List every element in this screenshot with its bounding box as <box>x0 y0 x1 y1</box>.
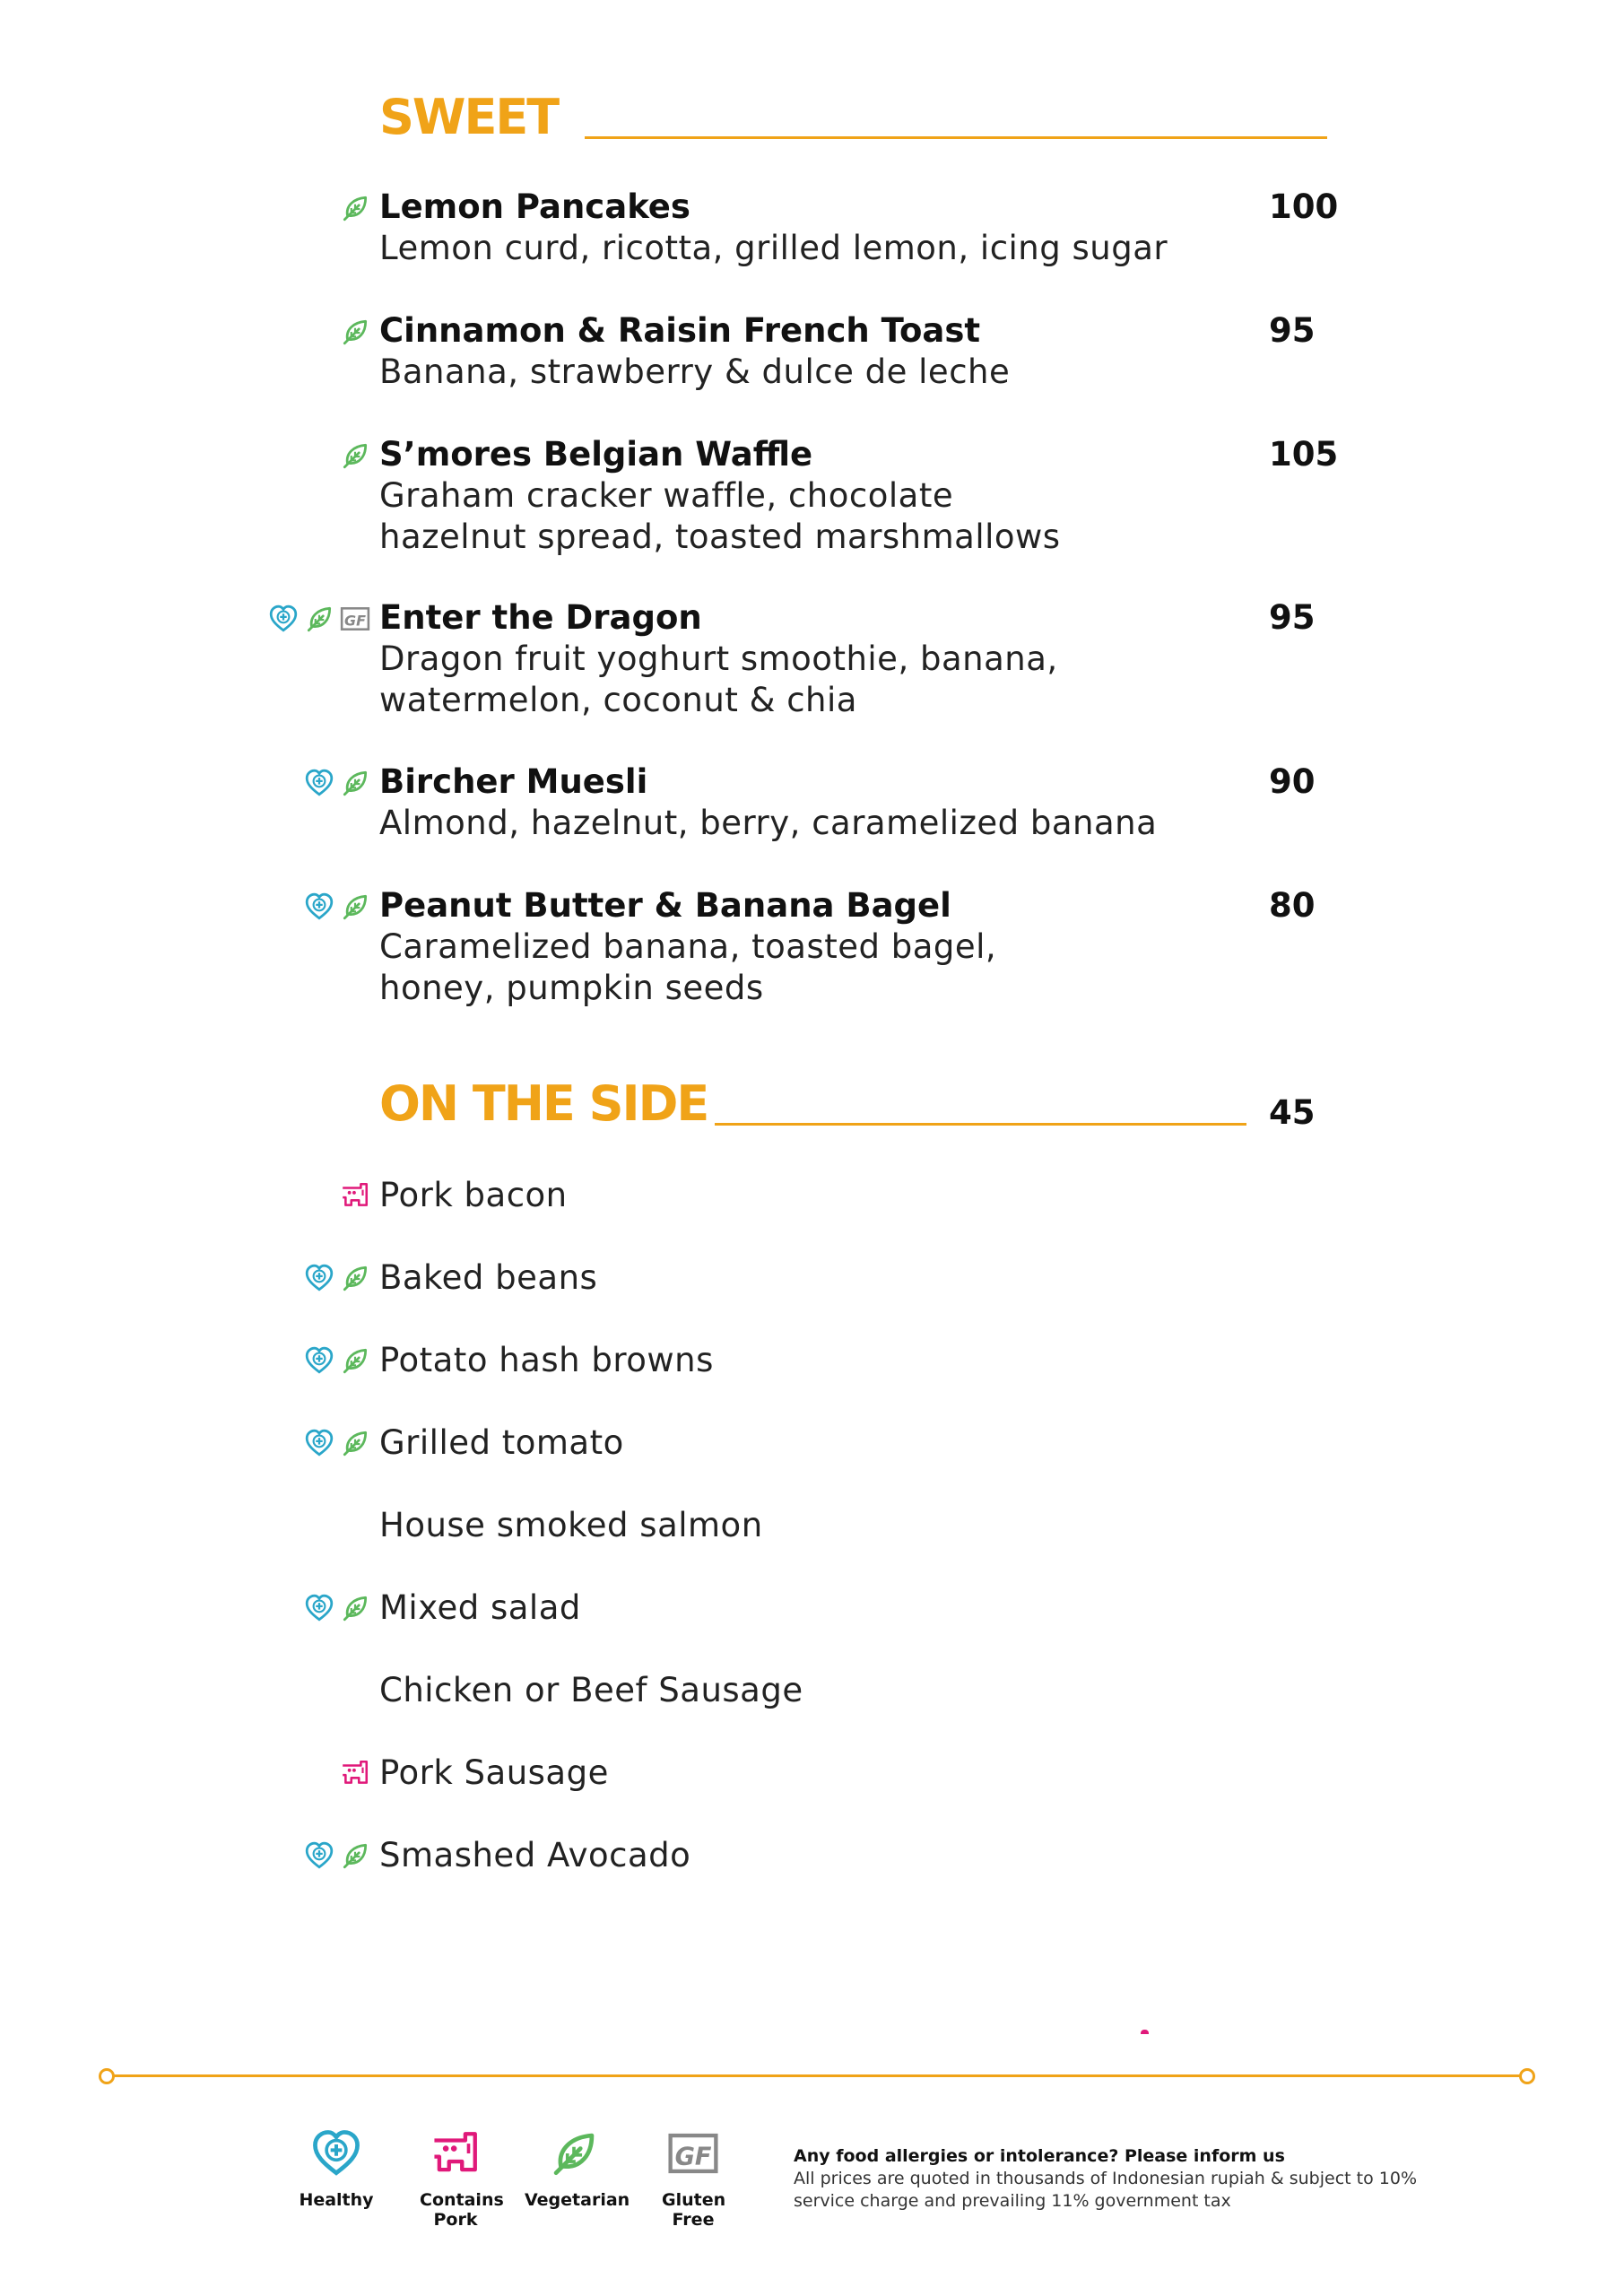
item-name: Enter the Dragon <box>379 598 702 637</box>
item-icons <box>269 768 370 798</box>
item-price: 100 <box>1269 187 1339 226</box>
healthy-icon <box>304 1263 334 1293</box>
healthy-icon <box>268 604 299 634</box>
price-note: All prices are quoted in thousands of Indonesian rupiah & subject to 10% service charge and prevailing 11% government tax <box>794 2169 1417 2211</box>
menu-item-smores-waffle <box>379 434 1061 558</box>
item-icons <box>251 604 370 634</box>
vegetarian-icon <box>340 440 370 471</box>
vegetarian-icon <box>340 1428 370 1458</box>
healthy-icon <box>304 1593 334 1623</box>
item-description: Lemon curd, ricotta, grilled lemon, icing sugar <box>379 229 1168 267</box>
pork-icon <box>340 1758 370 1788</box>
gf-badge-text: GF <box>674 2143 712 2171</box>
pork-icon <box>430 2127 482 2179</box>
vegetarian-icon <box>340 1263 370 1293</box>
item-description: Caramelized banana, toasted bagel, honey, pumpkin seeds <box>379 927 997 1007</box>
side-icons <box>269 1263 370 1293</box>
item-icons <box>269 440 370 471</box>
healthy-icon <box>304 768 334 798</box>
vegetarian-icon <box>340 1345 370 1376</box>
menu-item-bircher-muesli <box>379 761 1157 844</box>
pork-icon <box>340 1180 370 1211</box>
section-rule-sweet <box>585 136 1327 139</box>
side-price: 45 <box>1269 1093 1316 1132</box>
side-icons <box>269 1840 370 1871</box>
side-item: Grilled tomato <box>379 1423 624 1462</box>
footer-divider-dot-right <box>1519 2068 1535 2084</box>
side-item: Chicken or Beef Sausage <box>379 1671 803 1709</box>
vegetarian-icon <box>340 1593 370 1623</box>
healthy-icon <box>304 891 334 922</box>
item-description: Dragon fruit yoghurt smoothie, banana, watermelon, coconut & chia <box>379 639 1058 719</box>
healthy-icon <box>310 2127 362 2179</box>
item-price: 95 <box>1269 598 1316 637</box>
item-price: 105 <box>1269 435 1339 474</box>
menu-item-lemon-pancakes <box>379 187 1168 269</box>
healthy-icon <box>304 1840 334 1871</box>
item-icons <box>269 317 370 347</box>
side-icons <box>269 1593 370 1623</box>
side-icons <box>269 1180 370 1211</box>
section-rule-side <box>715 1123 1246 1126</box>
allergy-note: Any food allergies or intolerance? Please inform us <box>794 2146 1285 2166</box>
item-name: Cinnamon & Raisin French Toast <box>379 311 981 350</box>
footer-divider <box>106 2074 1528 2077</box>
side-icons <box>269 1428 370 1458</box>
side-item: Baked beans <box>379 1258 598 1297</box>
vegetarian-icon <box>340 768 370 798</box>
side-icons <box>269 1345 370 1376</box>
item-price: 90 <box>1269 762 1316 801</box>
legend-gluten-free <box>644 2127 743 2230</box>
legend-label: Healthy <box>299 2190 374 2210</box>
item-price: 95 <box>1269 311 1316 350</box>
vegetarian-icon <box>340 317 370 347</box>
vegetarian-icon <box>304 604 334 634</box>
legend-label: Vegetarian <box>525 2190 630 2210</box>
item-description: Graham cracker waffle, chocolate hazelnut spread, toasted marshmallows <box>379 476 1061 556</box>
section-title-side: ON THE SIDE <box>379 1075 708 1132</box>
side-item: Mixed salad <box>379 1588 581 1627</box>
side-item: Smashed Avocado <box>379 1836 691 1874</box>
item-description: Almond, hazelnut, berry, caramelized banana <box>379 804 1158 842</box>
legend-healthy <box>287 2127 386 2210</box>
menu-item-pb-banana-bagel <box>379 885 1061 1009</box>
item-name: Lemon Pancakes <box>379 187 690 226</box>
side-icons <box>269 1758 370 1788</box>
item-icons <box>269 891 370 922</box>
side-item: Potato hash browns <box>379 1341 714 1379</box>
vegetarian-icon <box>340 1840 370 1871</box>
menu-item-french-toast <box>379 310 1010 393</box>
legend-label: Contains Pork <box>420 2190 504 2230</box>
healthy-icon <box>304 1428 334 1458</box>
side-item: House smoked salmon <box>379 1506 763 1544</box>
gluten-free-icon <box>667 2127 719 2179</box>
item-icons <box>269 193 370 223</box>
legend-vegetarian <box>525 2127 630 2210</box>
footer-divider-dot-left <box>99 2068 115 2084</box>
item-name: S’mores Belgian Waffle <box>379 435 813 474</box>
legend-pork <box>406 2127 505 2230</box>
menu-item-enter-the-dragon <box>379 597 1240 721</box>
side-item: Pork Sausage <box>379 1753 609 1792</box>
vegetarian-icon <box>548 2127 600 2179</box>
item-name: Peanut Butter & Banana Bagel <box>379 886 951 925</box>
vegetarian-icon <box>340 891 370 922</box>
item-price: 80 <box>1269 886 1316 925</box>
side-item: Pork bacon <box>379 1176 568 1214</box>
vegetarian-icon <box>340 193 370 223</box>
legend-label: Gluten Free <box>662 2190 726 2230</box>
decorative-mark <box>1141 2030 1149 2034</box>
gluten-free-icon <box>340 604 370 634</box>
footer-notes <box>794 2145 1421 2213</box>
healthy-icon <box>304 1345 334 1376</box>
item-name: Bircher Muesli <box>379 762 648 801</box>
item-description: Banana, strawberry & dulce de leche <box>379 352 1011 391</box>
section-title-sweet: SWEET <box>379 89 559 145</box>
